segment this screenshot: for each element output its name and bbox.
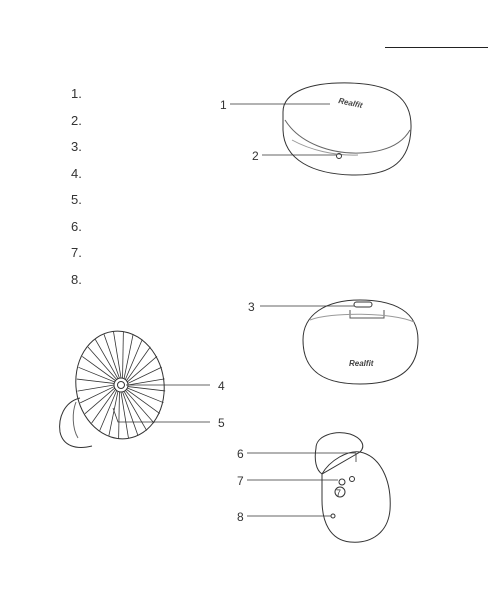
touch-area-spoke [119,392,120,439]
list-item: 2. [71,112,82,128]
microphone-hole-icon [331,514,335,518]
list-item: 4. [71,165,82,181]
callout-6: 6 [237,447,244,461]
touch-area-spoke [92,389,116,423]
list-item: 5. [71,192,82,207]
list-item: 3. [71,139,82,154]
charging-contact-icon [350,477,355,482]
touch-area-spoke [80,387,114,403]
earbud-button-label: 7 [336,488,342,498]
leader-line-5 [113,408,210,422]
touch-area-spoke [126,347,150,381]
callout-7: 7 [237,474,244,488]
callout-3: 3 [248,300,255,314]
callout-2: 2 [252,149,259,163]
touch-area-spoke [128,379,165,385]
touch-area-spoke [128,367,162,383]
touch-area-spoke [127,356,157,382]
touch-area-spoke [85,388,115,414]
list-item: 8. [71,271,82,287]
charging-contact-icon [339,479,345,485]
list-item: 7. [71,245,82,260]
case-logo: Realfit [337,96,364,111]
charging-case-back [303,300,418,384]
touch-area-spoke [126,389,159,413]
charging-case-closed [283,83,411,175]
callout-5: 5 [218,416,225,430]
list-item: 1. [71,86,82,101]
list-item: 6. [71,218,82,234]
case-logo-back: Realfit [349,359,374,368]
usb-port-icon [354,302,372,307]
touch-area-spoke [82,356,115,380]
earbud-side [315,433,390,542]
callout-8: 8 [237,510,244,524]
touch-area-spoke [123,332,124,379]
earbud-front [60,325,171,447]
touch-area-spoke [77,385,114,391]
callout-1: 1 [220,98,227,112]
callout-4: 4 [218,379,225,393]
